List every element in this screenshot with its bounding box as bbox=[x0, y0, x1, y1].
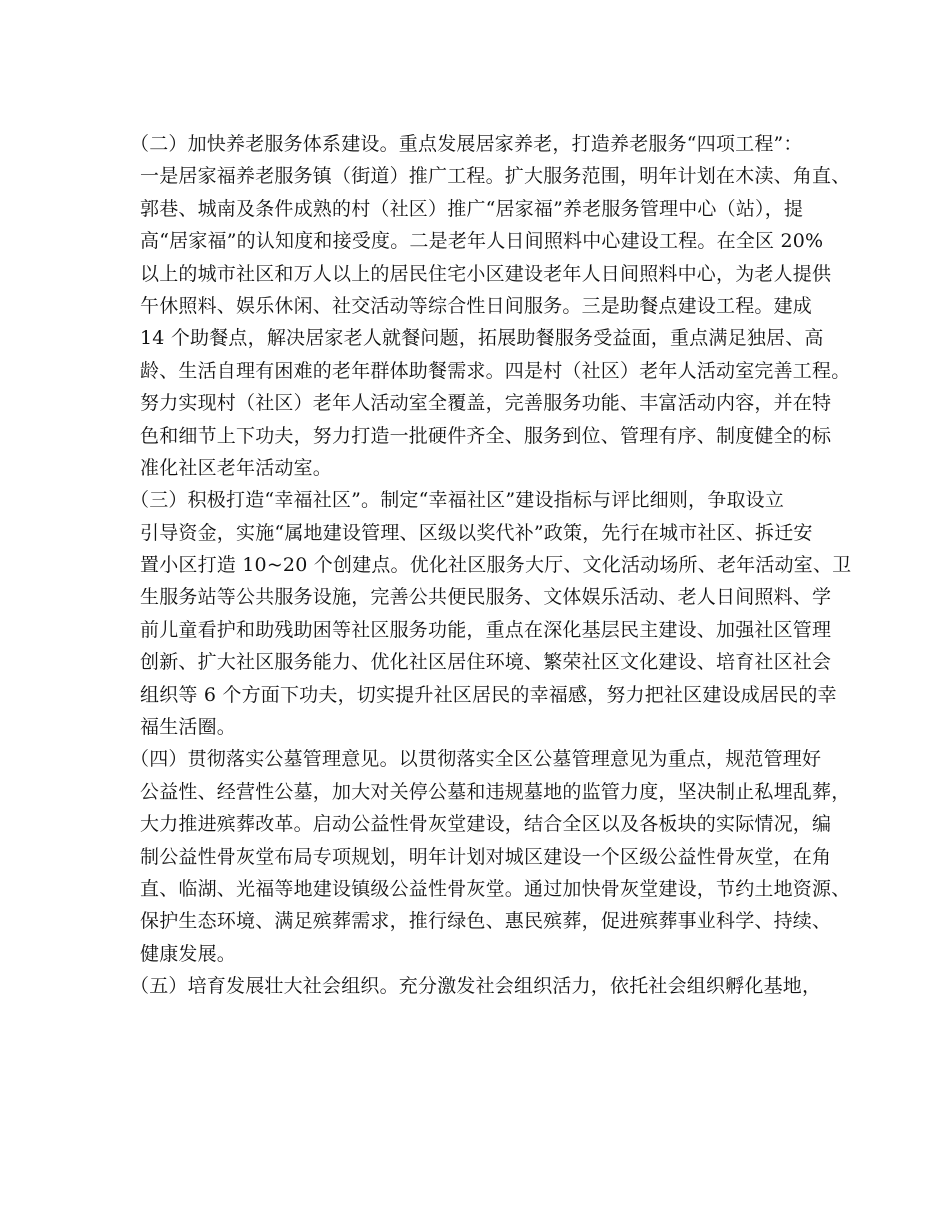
text-line: 创新、扩大社区服务能力、优化社区居住环境、繁荣社区文化建设、培育社区社会 bbox=[140, 651, 832, 674]
text-line: 组织等 6 个方面下功夫，切实提升社区居民的幸福感，努力把社区建设成居民的幸 bbox=[140, 683, 837, 706]
paragraph-heading-line: （二）加快养老服务体系建设。重点发展居家养老，打造养老服务“四项工程”： bbox=[130, 133, 803, 155]
text-line: 努力实现村（社区）老年人活动室全覆盖，完善服务功能、丰富活动内容，并在特 bbox=[140, 392, 832, 415]
document-body bbox=[130, 128, 852, 1003]
text-line: 生服务站等公共服务设施，完善公共便民服务、文体娱乐活动、老人日间照料、学 bbox=[140, 586, 832, 609]
paragraph-heading-line: （四）贯彻落实公墓管理意见。以贯彻落实全区公墓管理意见为重点，规范管理好 bbox=[130, 748, 822, 771]
text-line: 公益性、经营性公墓，加大对关停公墓和违规墓地的监管力度，坚决制止私埋乱葬， bbox=[140, 780, 851, 803]
text-line: 午休照料、娱乐休闲、社交活动等综合性日间服务。三是助餐点建设工程。建成 bbox=[140, 294, 813, 317]
text-line: 制公益性骨灰堂布局专项规划，明年计划对城区建设一个区级公益性骨灰堂，在角 bbox=[140, 845, 832, 868]
text-line: 保护生态环境、满足殡葬需求，推行绿色、惠民殡葬，促进殡葬事业科学、持续、 bbox=[140, 910, 832, 933]
text-line: 高“居家福”的认知度和接受度。二是老年人日间照料中心建设工程。在全区 20% bbox=[140, 230, 824, 253]
text-line: 14 个助餐点，解决居家老人就餐问题，拓展助餐服务受益面，重点满足独居、高 bbox=[140, 327, 824, 350]
text-line: 龄、生活自理有困难的老年群体助餐需求。四是村（社区）老年人活动室完善工程。 bbox=[140, 359, 851, 382]
text-line: 健康发展。 bbox=[140, 942, 237, 965]
text-line: 准化社区老年活动室。 bbox=[140, 456, 333, 479]
text-line: 福生活圈。 bbox=[140, 716, 237, 739]
text-line: 直、临湖、光福等地建设镇级公益性骨灰堂。通过加快骨灰堂建设，节约土地资源、 bbox=[140, 877, 851, 900]
paragraph-heading-line: （三）积极打造“幸福社区”。制定“幸福社区”建设指标与评比细则，争取设立 bbox=[130, 489, 785, 512]
paragraph-heading-line: （五）培育发展壮大社会组织。充分激发社会组织活力，依托社会组织孵化基地， bbox=[130, 975, 822, 998]
text-line: 引导资金，实施“属地建设管理、区级以奖代补”政策，先行在城市社区、拆迁安 bbox=[140, 521, 813, 544]
text-line: 以上的城市社区和万人以上的居民住宅小区建设老年人日间照料中心，为老人提供 bbox=[140, 262, 832, 285]
text-line: 郭巷、城南及条件成熟的村（社区）推广“居家福”养老服务管理中心（站），提 bbox=[140, 197, 804, 220]
text-line: 置小区打造 10~20 个创建点。优化社区服务大厅、文化活动场所、老年活动室、卫 bbox=[140, 554, 852, 577]
text-line: 一是居家福养老服务镇（街道）推广工程。扩大服务范围，明年计划在木渎、角直、 bbox=[140, 165, 851, 188]
text-line: 前儿童看护和助残助困等社区服务功能，重点在深化基层民主建设、加强社区管理 bbox=[140, 618, 832, 641]
text-line: 色和细节上下功夫，努力打造一批硬件齐全、服务到位、管理有序、制度健全的标 bbox=[140, 424, 832, 447]
text-line: 大力推进殡葬改革。启动公益性骨灰堂建设，结合全区以及各板块的实际情况，编 bbox=[140, 813, 832, 836]
